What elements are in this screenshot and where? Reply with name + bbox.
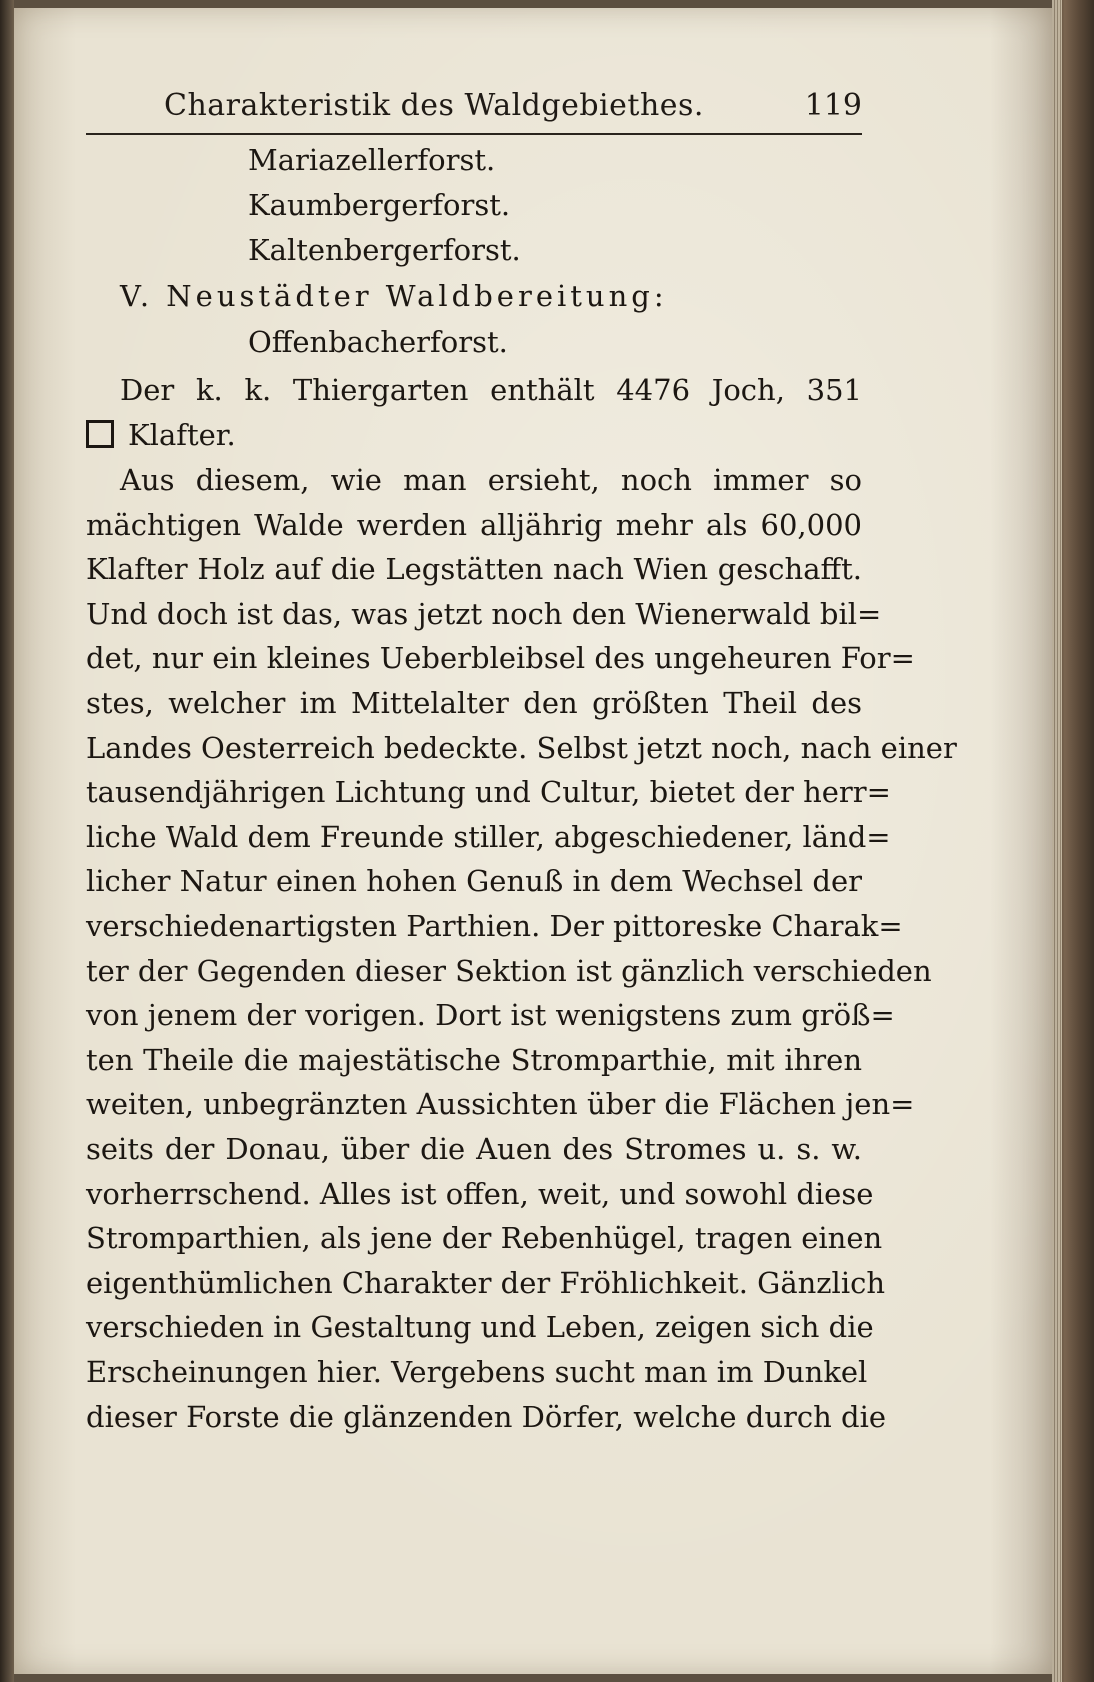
- page-edges: [1052, 0, 1062, 1682]
- paragraph-line: mächtigen Walde werden alljährig mehr als 60,000: [86, 507, 862, 542]
- paragraph-line: Landes Oesterreich bedeckte. Selbst jetzt noch, nach einer: [86, 730, 957, 765]
- list-item: Mariazellerforst.: [248, 143, 496, 177]
- square-symbol-icon: [86, 420, 114, 448]
- paragraph-line: Aus diesem, wie man ersieht, noch immer so: [120, 463, 862, 497]
- paragraph-line: verschieden in Gestaltung und Leben, zeigen sich die: [86, 1310, 874, 1345]
- section-heading: V. Neustädter Waldbereitung:: [120, 279, 668, 313]
- running-head: [86, 88, 862, 132]
- paragraph-line: eigenthümlichen Charakter der Fröhlichkeit. Gänzlich: [86, 1265, 886, 1300]
- paragraph-line: det, nur ein kleines Ueberbleibsel des ungeheuren For=: [86, 641, 915, 676]
- running-head-title: Charakteristik des Waldgebiethes.: [164, 88, 704, 123]
- paragraph-line: weiten, unbegränzten Aussichten über die Flächen jen=: [86, 1087, 915, 1122]
- paragraph-line: licher Natur einen hohen Genuß in dem Wechsel der: [86, 864, 862, 899]
- paragraph-line: liche Wald dem Freunde stiller, abgeschiedener, länd=: [86, 819, 891, 854]
- paragraph-line: ten Theile die majestätische Stromparthie, mit ihren: [86, 1042, 862, 1077]
- tiergarten-line: Der k. k. Thiergarten enthält 4476 Joch, 351: [120, 373, 862, 407]
- paragraph-line: Und doch ist das, was jetzt noch den Wienerwald bil=: [86, 596, 882, 631]
- book-edge: [1052, 0, 1094, 1682]
- paragraph-line: stes, welcher im Mittelalter den größten Theil des: [86, 686, 862, 720]
- list-item: Kaltenbergerforst.: [248, 233, 521, 267]
- list-item: Kaumbergerforst.: [248, 188, 511, 222]
- binding-shadow: [0, 0, 14, 1682]
- paragraph-line: ter der Gegenden dieser Sektion ist gänzlich verschieden: [86, 953, 932, 988]
- tiergarten-line-2: [86, 415, 862, 455]
- paragraph-line: von jenem der vorigen. Dort ist wenigstens zum größ=: [86, 998, 895, 1033]
- paragraph-line: Stromparthien, als jene der Rebenhügel, tragen einen: [86, 1221, 883, 1256]
- paragraph-line: seits der Donau, über die Auen des Stromes u. s. w.: [86, 1132, 862, 1166]
- paragraph-line: verschiedenartigsten Parthien. Der pittoreske Charak=: [86, 909, 903, 943]
- tiergarten-unit: Klafter.: [128, 418, 236, 452]
- header-rule: [86, 133, 862, 135]
- list-item: Offenbacherforst.: [248, 325, 508, 359]
- page-number: 119: [804, 88, 862, 123]
- paragraph-line: Erscheinungen hier. Vergebens sucht man im Dunkel: [86, 1355, 868, 1389]
- paragraph-line: tausendjährigen Lichtung und Cultur, bietet der herr=: [86, 775, 891, 810]
- paragraph-line: vorherrschend. Alles ist offen, weit, und sowohl diese: [86, 1176, 874, 1211]
- paragraph-line: dieser Forste die glänzenden Dörfer, welche durch die: [86, 1399, 887, 1434]
- paragraph-line: Klafter Holz auf die Legstätten nach Wien geschafft.: [86, 552, 862, 587]
